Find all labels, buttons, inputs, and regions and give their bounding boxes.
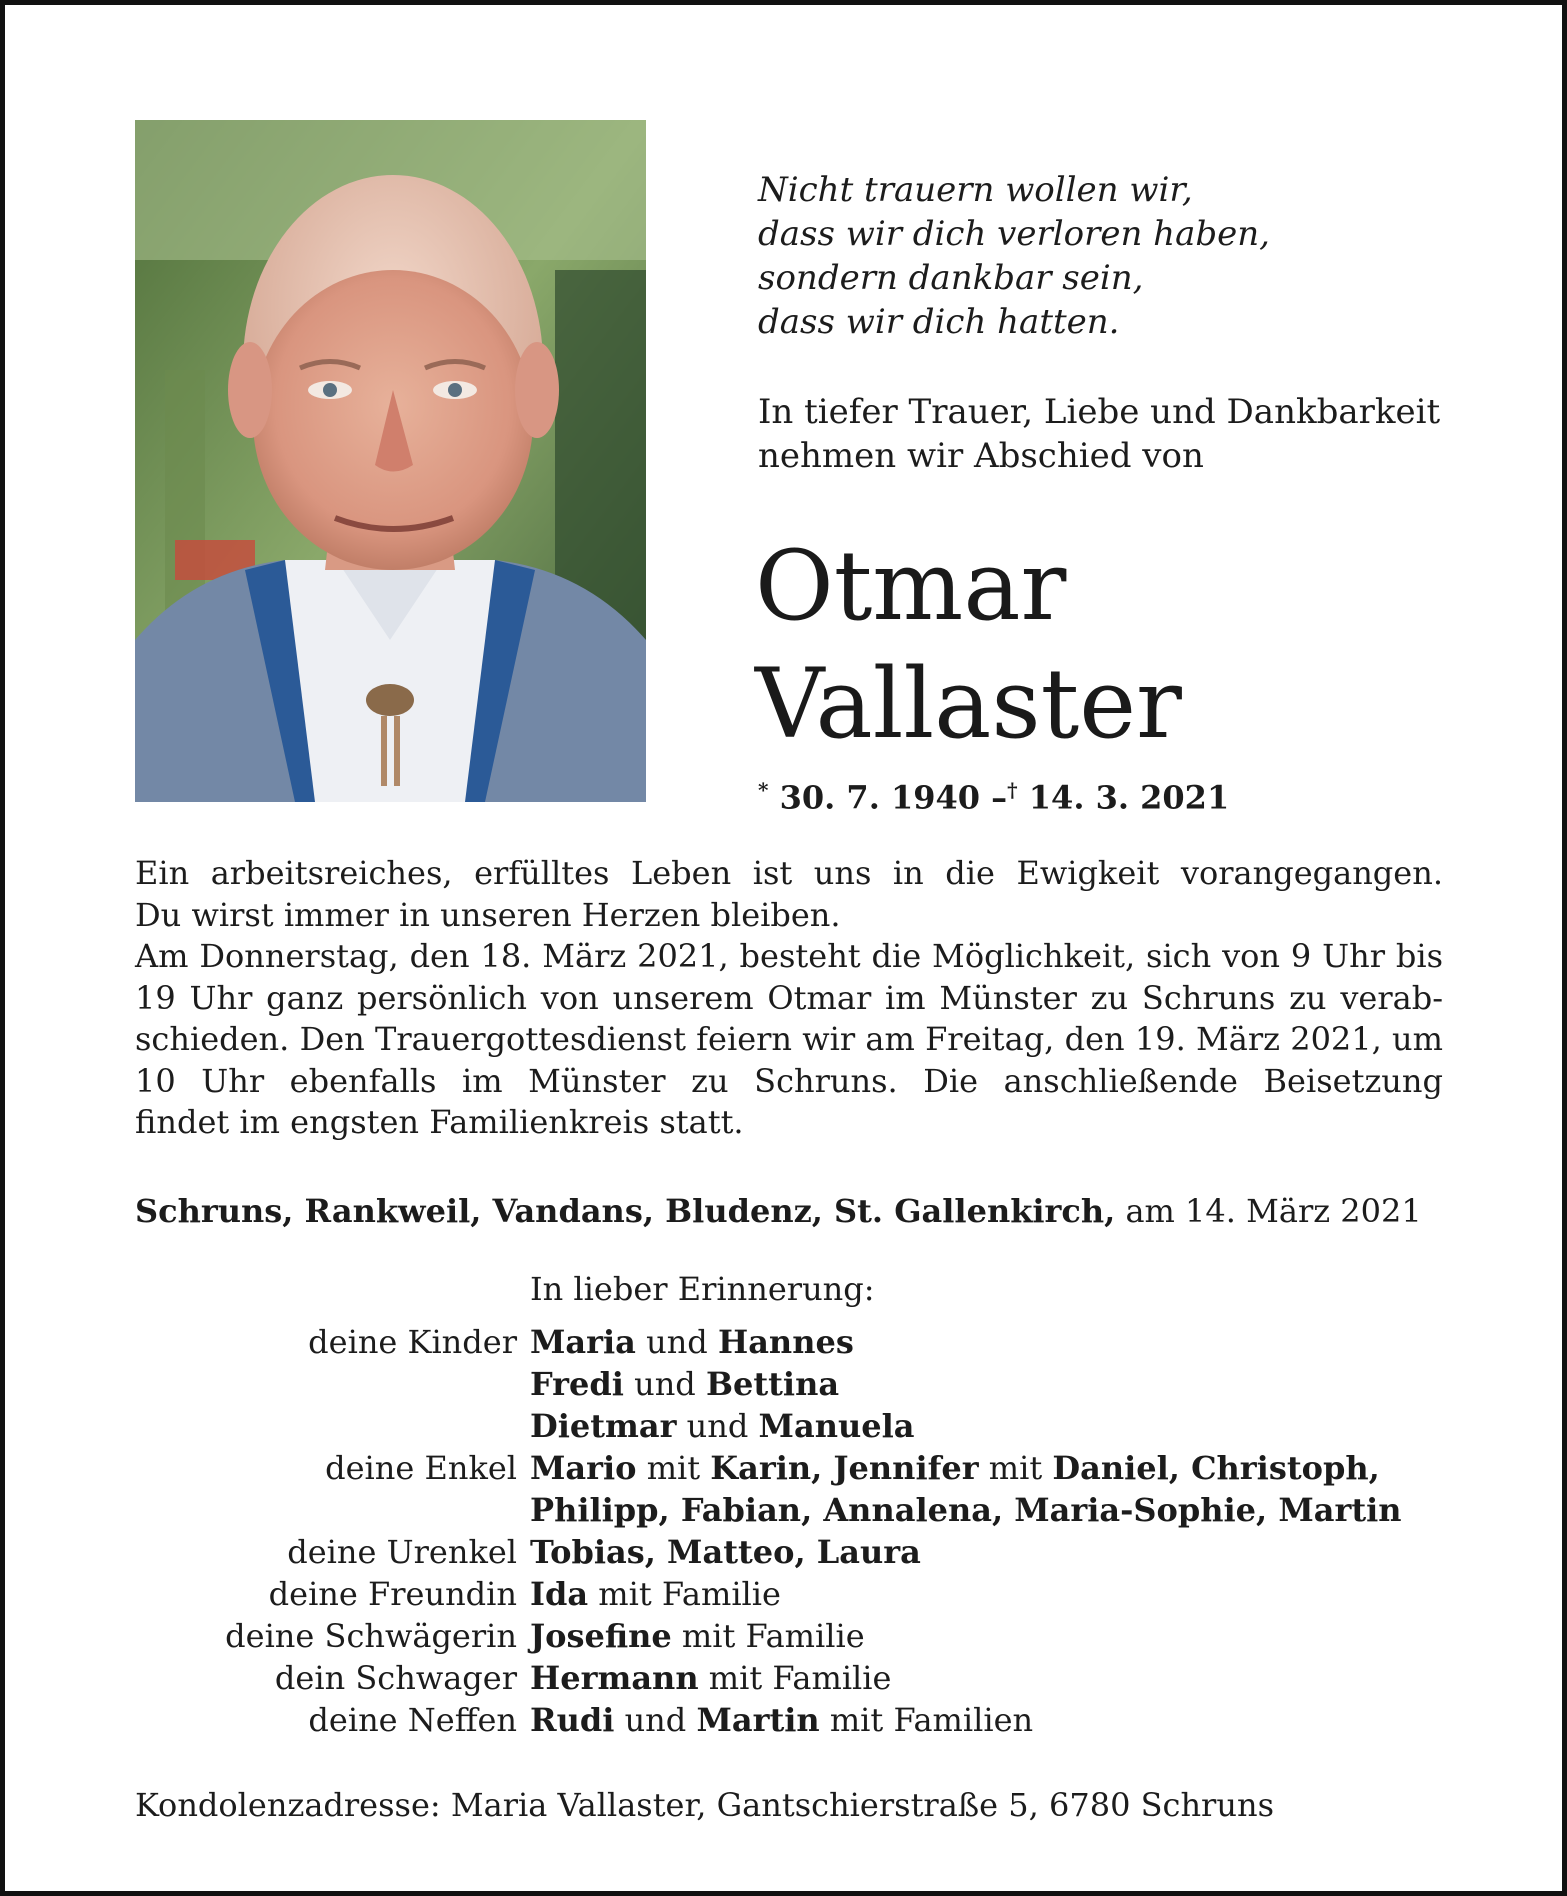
relation-label: dein Schwager [274, 1659, 517, 1697]
family-row [135, 1657, 1455, 1699]
body-line-1: Ein arbeitsreiches, erfülltes Leben ist uns in die Ewigkeit vorangegangen. [135, 854, 1443, 892]
relation-names [530, 1363, 839, 1405]
body-last-line: findet im engsten Familienkreis statt. [135, 1103, 744, 1141]
person-name: Tobias, Matteo, Laura [530, 1533, 921, 1571]
connector: und [634, 1365, 696, 1403]
connector: und [686, 1407, 749, 1445]
connector: mit Familie [708, 1659, 892, 1697]
quote-line: dass wir dich verloren haben, [758, 214, 1270, 254]
connector: mit Familien [829, 1701, 1034, 1739]
body-line-2: Du wirst immer in unseren Herzen bleiben. [135, 895, 841, 934]
death-symbol: † [1007, 778, 1018, 802]
relation-names [530, 1573, 781, 1615]
intro-text [758, 390, 1478, 478]
family-row [135, 1573, 1455, 1615]
relation-names [530, 1657, 891, 1699]
relation-names [530, 1405, 914, 1447]
date-separator: – [991, 778, 1008, 817]
relation-names [530, 1531, 921, 1573]
towns: Schruns, Rankweil, Vandans, Bludenz, St. Gallenkirch, [135, 1192, 1116, 1230]
deceased-name [755, 527, 1182, 763]
relation-label: deine Freundin [268, 1575, 517, 1613]
memory-heading: In lieber Erinnerung: [530, 1270, 875, 1308]
life-dates [758, 768, 1229, 820]
family-row [135, 1699, 1455, 1741]
family-row [135, 1321, 1455, 1363]
body-paragraph: Am Donnerstag, den 18. März 2021, besteht die Möglichkeit, sich von 9 Uhr bis 19 Uhr ganz persönlich von unserem Otmar im Münster zu Schruns zu verabschieden. Den Trauergottesdienst feiern wir am Freitag, den 19. März 2021, um 10 Uhr ebenfalls im Münster zu Schruns. Die anschließende Beisetzung [135, 937, 1443, 1100]
relation-names [530, 1615, 865, 1657]
connector: mit [646, 1449, 701, 1487]
family-row [135, 1531, 1455, 1573]
family-row [135, 1615, 1455, 1657]
relation-label: deine Neffen [308, 1701, 517, 1739]
relation-label [135, 1489, 530, 1531]
person-name: Hannes [717, 1323, 854, 1361]
person-name: Maria [530, 1323, 636, 1361]
places-and-date [135, 1189, 1443, 1233]
person-name: Karin, Jennifer [710, 1449, 979, 1487]
family-row [135, 1405, 1455, 1447]
person-name: Daniel, Christoph, [1052, 1449, 1380, 1487]
intro-line: In tiefer Trauer, Liebe und Dankbarkeit [758, 392, 1441, 432]
relation-label [135, 1405, 530, 1447]
relation-label: deine Schwägerin [225, 1617, 517, 1655]
first-name: Otmar [755, 530, 1067, 642]
person-name: Fredi [530, 1365, 624, 1403]
relation-names [530, 1699, 1033, 1741]
quote-line: dass wir dich hatten. [758, 302, 1120, 342]
connector: und [624, 1701, 687, 1739]
family-row [135, 1489, 1455, 1531]
quote-line: sondern dankbar sein, [758, 258, 1144, 298]
relation-label: deine Kinder [308, 1323, 517, 1361]
portrait-photo [135, 120, 646, 802]
person-name: Rudi [530, 1701, 615, 1739]
birth-symbol: * [758, 778, 769, 802]
connector: mit [988, 1449, 1043, 1487]
connector: mit Familie [598, 1575, 781, 1613]
family-row [135, 1363, 1455, 1405]
person-name: Ida [530, 1575, 589, 1613]
memorial-quote [758, 168, 1478, 344]
connector: und [646, 1323, 708, 1361]
person-name: Dietmar [530, 1407, 677, 1445]
person-name: Philipp, Fabian, Annalena, Maria-Sophie, Martin [530, 1491, 1402, 1529]
relation-label [135, 1363, 530, 1405]
death-date: 14. 3. 2021 [1028, 778, 1230, 817]
relation-label: deine Urenkel [287, 1533, 517, 1571]
birth-date: 30. 7. 1940 [779, 778, 981, 817]
person-name: Bettina [705, 1365, 840, 1403]
relation-names [530, 1447, 1380, 1489]
person-name: Mario [530, 1449, 637, 1487]
relation-names [530, 1321, 854, 1363]
family-list [135, 1321, 1455, 1741]
family-row [135, 1447, 1455, 1489]
person-name: Martin [696, 1701, 820, 1739]
person-name: Manuela [758, 1407, 915, 1445]
relation-names [530, 1489, 1402, 1531]
condolence-address: Kondolenzadresse: Maria Vallaster, Gantschierstraße 5, 6780 Schruns [135, 1786, 1274, 1824]
body-text [135, 853, 1443, 1144]
quote-line: Nicht trauern wollen wir, [758, 170, 1193, 210]
connector: mit Familie [681, 1617, 865, 1655]
person-name: Josefine [530, 1617, 672, 1655]
last-name: Vallaster [755, 648, 1182, 760]
notice-date: am 14. März 2021 [1125, 1192, 1422, 1230]
relation-label: deine Enkel [325, 1449, 517, 1487]
intro-line: nehmen wir Abschied von [758, 436, 1204, 476]
person-name: Hermann [530, 1659, 699, 1697]
